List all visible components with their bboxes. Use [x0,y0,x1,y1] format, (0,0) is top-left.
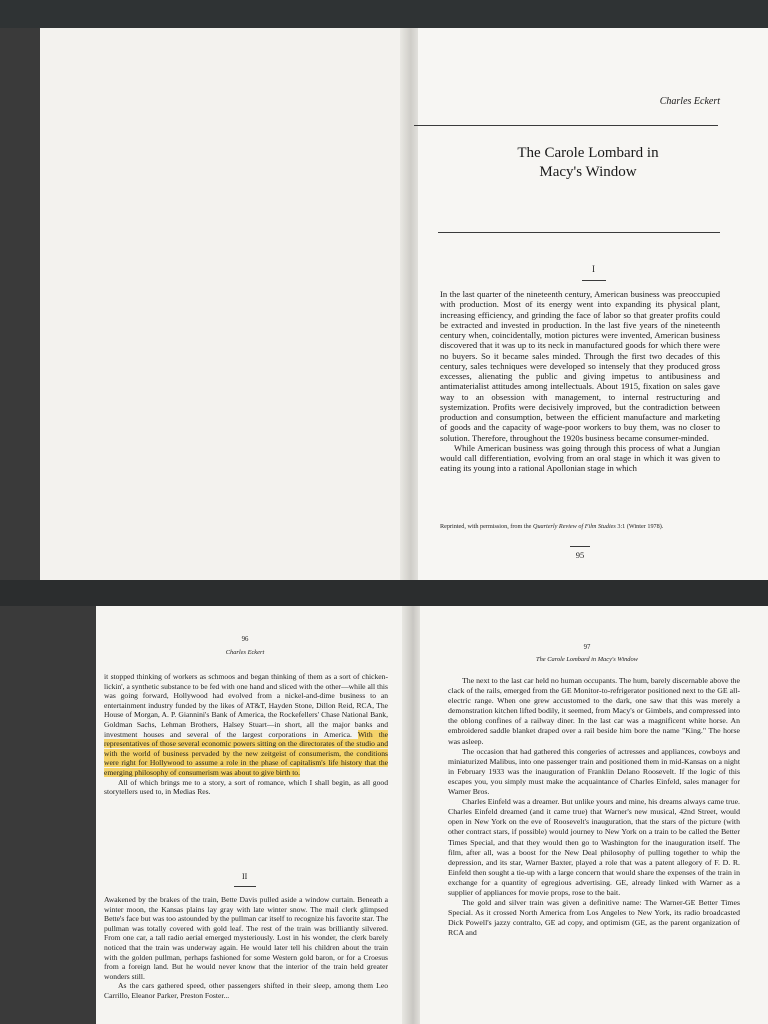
left-body-text [104,672,388,797]
header-rule [414,125,718,126]
right-paragraph-1: The next to the last car held no human occupants. The hum, barely discernable above the clack of the rails, emerged from the GE Monitor-to-refrigerator positioned next to the GE all-electric range. When one grew accustomed to the dark, one saw that this was merely a demonstration kitchen lifted bodily, it seemed, from Macy's or Gimbels, and compressed into the oblong confines of a railway diner. In the last car was a magnificent white horse. An embroidered saddle blanket draped over a rail beside him bore the name "King." The horse was asleep. [448,676,740,746]
reprint-note-suffix: 3:1 (Winter 1978). [615,523,664,530]
left-running-head: Charles Eckert [225,649,265,656]
right-paragraph-2: The occasion that had gathered this congeries of actresses and appliances, cowboys and miniaturized Malibus, into one passenger train and positioned them in mid-Kansas on a night in February 1933 was the inauguration of Franklin Delano Roosevelt. If the logic of this escapes you, you simply must make the acquaintance of Charles Einfeld, sales manager for Warner Bros. [448,746,740,797]
right-paragraph-3: Charles Einfeld was a dreamer. But unlike yours and mine, his dreams always came true. Charles Einfeld dreamed (and it came true) that Warner's new musical, 42nd Street, would open in New York on the eve of Roosevelt's inauguration, that the stars of the picture (with other contract stars, if possible) would journey to New York on a train to be called the Better Times Special, and that they would then go to Washington for the inauguration itself. The film, after all, was a boost for the New Deal philosophy of pulling together to whip the depression, and its star, Warner Baxter, played a role that was a patent allegory of F. D. R. Einfeld then sought a tie-up with a large concern that would share the expenses of the train in exchange for a quantity of egregious advertising. GE, already linked with Warner as a supplier of appliances for movie props, rose to the bait. [448,797,740,897]
right-running-head: The Carole Lombard in Macy's Window [536,656,638,663]
top-body-text [440,289,720,474]
left-paragraph-3: Awakened by the brakes of the train, Bette Davis pulled aside a window curtain. Beneath a winter moon, the Kansas plains lay gray with late winter snow. The mail clerk glimpsed Bette's face but was too astounded by the pullman car itself to recognize his favorite star. The pullman was totally covered with gold leaf. The rest of the train was brilliantly silvered. From one car, a tall radio aerial emerged mysteriously. Lost in his wonder, the clerk barely noticed that the train was underway again. He would later tell his children about the train with the golden pullman, perhaps fashioned for some Western gold baron, or for a Croesus from a foreign land. But he would never know that the interior of the train held greater wonders still. [104,895,388,981]
body-paragraph-2: While American business was going through this process of what a Jungian would call differentiation, evolving from an oral stage in which it was given to eating its young into a rational Apollonian stage in which [440,442,720,474]
title-line-1: The Carole Lombard in [517,145,659,161]
body-paragraph-1: In the last quarter of the nineteenth century, American business was preoccupied with production. Most of its energy went into expanding its physical plant, increasing efficiency, and grinding the face of labor so that greater profits could be extracted and invested in production. In the last five years of the nineteenth century when, coincidentally, motion pictures were invented, American business discovered that it was up to its neck in manufactured goods for which there were no buyers. So it became sales minded. Through the first two decades of this century, sales techniques were developed so intensely that they produced gross excesses, alienating the public and giving impetus to antibusiness and antimaterialist attitudes among intellectuals. About 1915, fixation on sales gave way to an obsession with management, to internal restructuring and systemization. Profits were decisively improved, but the contradiction between production and consumption, between the efficient manufacture and marketing of goods and the capacity of wage-poor workers to buy them, was no closer to solution. Therefore, throughout the 1920s business became consumer-minded. [440,289,720,443]
page-number-95: 95 [575,550,585,560]
scanner-middle-band [0,580,768,606]
left-body-text-2 [104,895,388,1001]
bottom-right-page [420,606,768,1024]
left-paragraph-4: As the cars gathered speed, other passengers shifted in their sleep, among them Leo Carrillo, Eleanor Parker, Preston Foster... [104,981,388,1000]
right-paragraph-4: The gold and silver train was given a definitive name: The Warner-GE Better Times Special. As it crossed North America from Los Angeles to New York, its radio broadcasted Dick Powell's jazzy contralto, GE ad copy, and optimism (GE, as the parent organization of RCA and [448,898,740,938]
top-right-page [418,28,768,580]
left-paragraph-1 [104,672,388,778]
title-line-2: Macy's Window [539,164,637,180]
reprint-note-prefix: Reprinted, with permission, from the [440,523,533,530]
highlighted-passage: With the representatives of those several economic powers sitting on the directorates of the studio and with the world of business pervaded by the new zeitgeist of consumerism, the conditions were right for Hollywood to assume a role in the phase of capitalism's life history that the emerging philosophy of consumerism was about to give birth to. [104,729,388,777]
right-body-text [448,676,740,938]
left-paragraph-2: All of which brings me to a story, a sort of romance, which I shall begin, as all good storytellers used to, in Medias Res. [104,777,388,797]
author-header: Charles Eckert [659,96,720,107]
reprint-note [440,523,730,531]
bottom-left-page [96,606,414,1024]
top-left-blank-page [40,28,408,580]
folio-rule-top [570,546,590,547]
page-number-96: 96 [241,636,249,643]
scanner-top-band [0,0,768,28]
section-numeral-2: II [242,872,248,881]
article-title [473,144,703,182]
numeral-underline [582,280,606,281]
left-paragraph-1-plain: it stopped thinking of workers as schmoos and began thinking of them as a sort of chicken-lickin', a synthetic substance to be fed with one hand and sliced with the other—while all this was going forward, Hollywood had evolved from a nickel-and-dime business to an entertainment industry funded by the likes of AT&T, Hayden Stone, Dillon Reid, RCA, The House of Morgan, A. P. Giannini's Bank of America, the Rockefellers' Chase National Bank, Goldman Sachs, Lehman Brothers, Halsey Stuart—in short, all the major banks and investment houses and several of the largest corporations in America. [104,672,388,739]
section-numeral-1: I [592,264,595,274]
page-number-97: 97 [583,644,591,651]
title-rule [438,232,720,233]
section-2-underline [234,886,256,887]
reprint-note-journal: Quarterly Review of Film Studies [532,523,616,530]
